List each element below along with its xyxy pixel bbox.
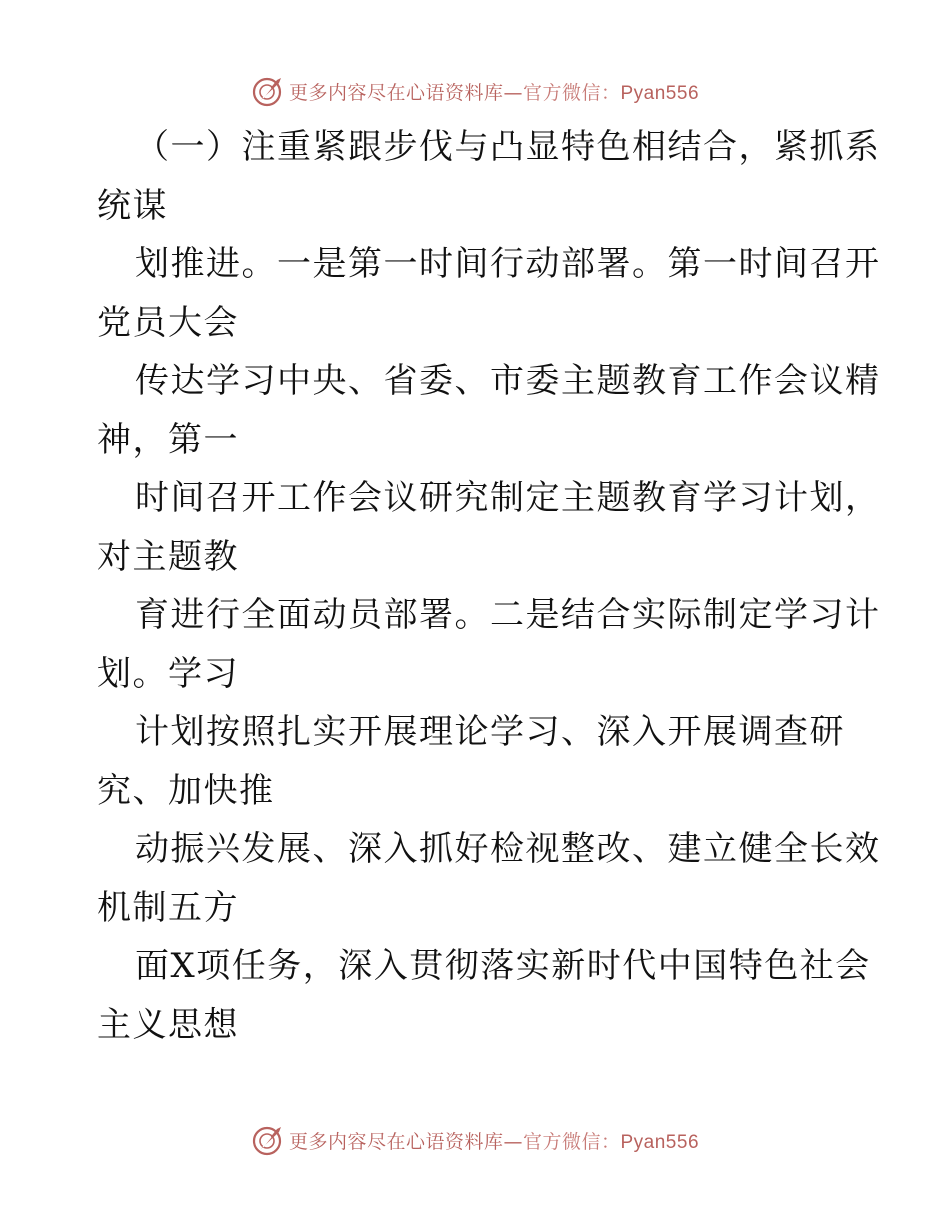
text-line: 计划按照扎实开展理论学习、深入开展调查研 — [135, 712, 845, 752]
text-line: 主义思想 — [97, 1004, 239, 1045]
watermark-main-text: 更多内容尽在心语资料库 — [288, 1130, 504, 1153]
text-line: 划。学习 — [97, 653, 239, 694]
text-line: 党员大会 — [97, 302, 239, 343]
text-line: 对主题教 — [97, 536, 239, 577]
text-line: 统谋 — [97, 185, 168, 226]
text-line: 动振兴发展、深入抓好检视整改、建立健全长效 — [135, 829, 881, 869]
watermark-wechat-label: 官方微信： — [522, 1130, 621, 1153]
text-line: 传达学习中央、省委、市委主题教育工作会议精 — [135, 361, 881, 401]
watermark-dash: — — [503, 1130, 523, 1153]
text-line: 机制五方 — [97, 887, 239, 928]
watermark-handle: Pyan556 — [620, 1131, 700, 1153]
footer-watermark — [0, 1120, 950, 1160]
quill-logo-icon — [251, 1123, 285, 1157]
text-line: 划推进。一是第一时间行动部署。第一时间召开 — [135, 244, 881, 284]
text-line: 究、加快推 — [97, 770, 275, 811]
document-body — [97, 118, 881, 1054]
header-watermark — [0, 71, 950, 111]
quill-logo-icon — [251, 74, 285, 108]
text-line: （一）注重紧跟步伐与凸显特色相结合，紧抓系 — [135, 127, 881, 167]
watermark-wechat-label: 官方微信： — [522, 81, 621, 104]
text-line: 面X项任务，深入贯彻落实新时代中国特色社会 — [135, 946, 871, 986]
watermark-handle: Pyan556 — [620, 82, 700, 104]
text-line: 育进行全面动员部署。二是结合实际制定学习计 — [135, 595, 881, 635]
watermark-dash: — — [503, 81, 523, 104]
watermark-main-text: 更多内容尽在心语资料库 — [288, 81, 504, 104]
text-line: 时间召开工作会议研究制定主题教育学习计划， — [135, 478, 881, 518]
text-line: 神，第一 — [97, 419, 239, 460]
